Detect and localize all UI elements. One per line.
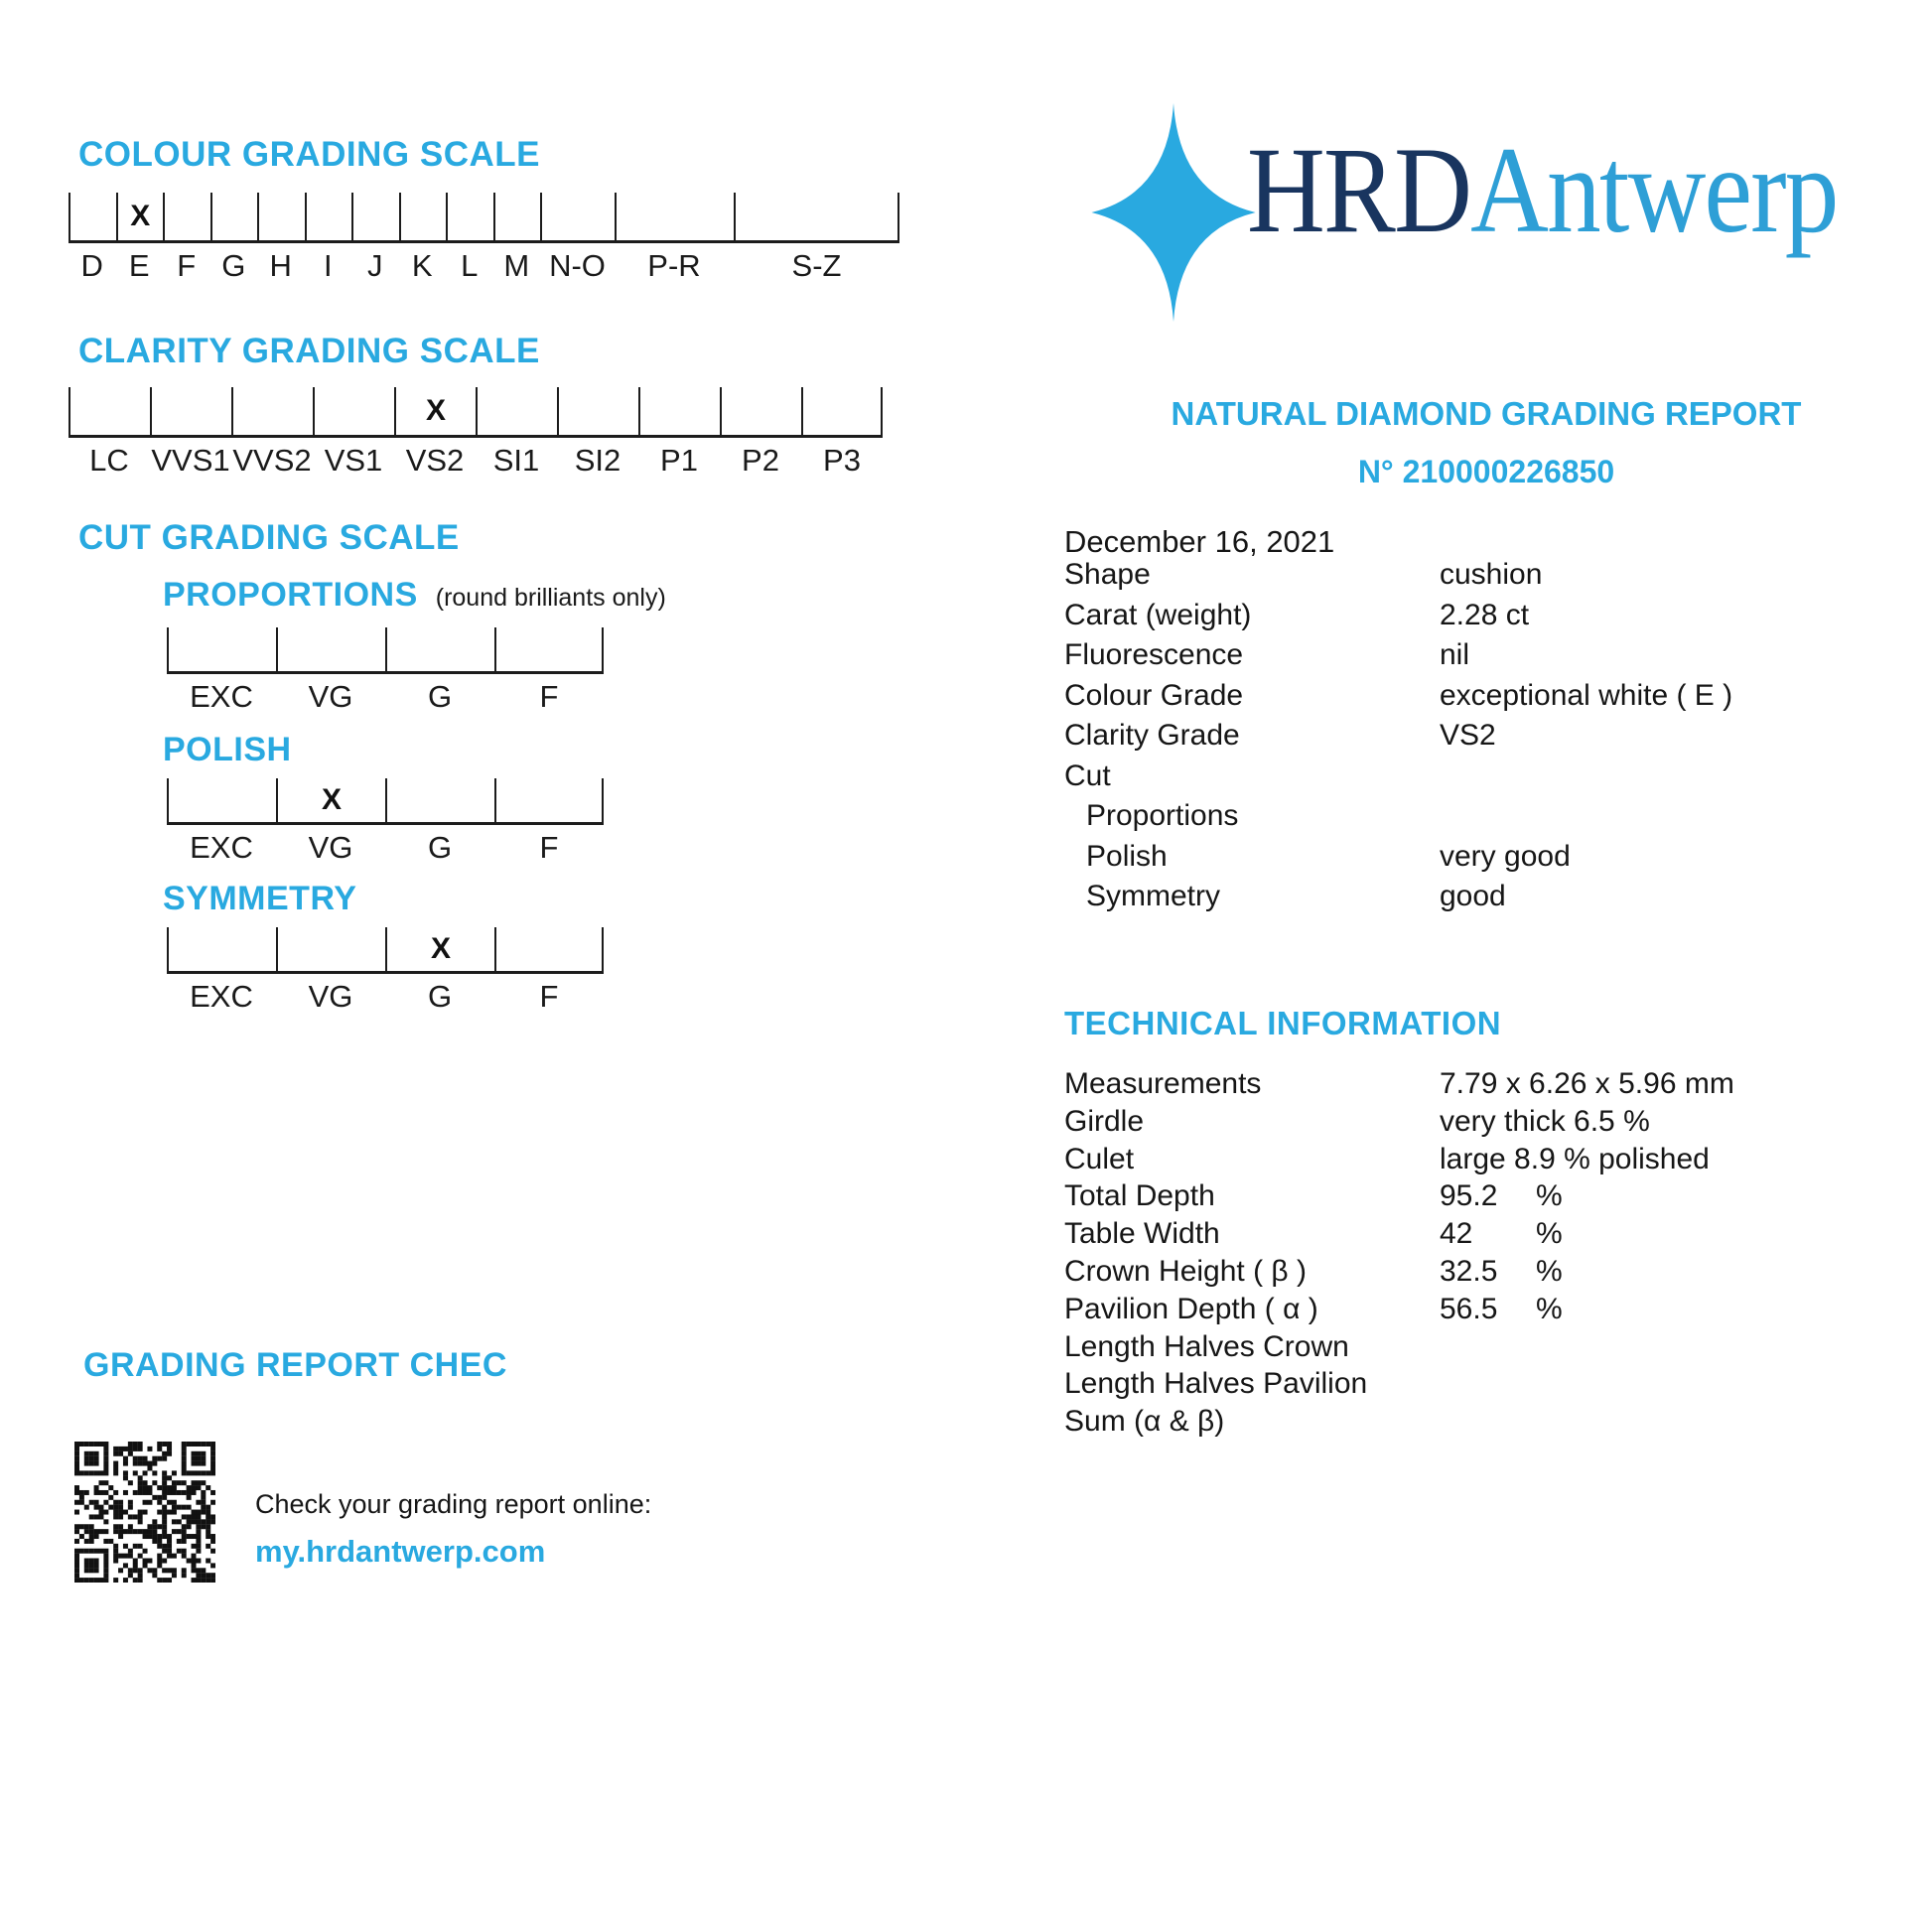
tech-value: 95.2 — [1440, 1179, 1498, 1213]
scale-cell-VG — [276, 778, 385, 822]
field-value: 2.28 ct — [1440, 598, 1530, 631]
scale-label-P1: P1 — [660, 443, 698, 478]
tech-value: 7.79 x 6.26 x 5.96 mm — [1440, 1067, 1734, 1100]
scale-cell-P2 — [720, 387, 801, 435]
field-row-fluorescence — [1064, 634, 1888, 675]
scale-label-G: G — [427, 679, 453, 714]
scale-label-E: E — [128, 248, 150, 283]
scale-label-M: M — [503, 248, 530, 283]
tech-unit: % — [1536, 1217, 1563, 1251]
proportions-scale-cells — [167, 627, 604, 674]
scale-cell-F — [163, 193, 210, 240]
tech-value: 42 — [1440, 1217, 1473, 1251]
symmetry-scale-labels — [167, 981, 604, 1012]
clarity-scale-cells — [69, 387, 883, 438]
report-title: NATURAL DIAMOND GRADING REPORT — [1171, 395, 1802, 432]
scale-label-N-O: N-O — [549, 248, 606, 283]
field-label: Colour Grade — [1064, 678, 1244, 712]
field-row-colour-grade — [1064, 675, 1888, 716]
scale-label-SI1: SI1 — [492, 443, 540, 478]
tech-value: very thick 6.5 % — [1440, 1104, 1650, 1138]
tech-row-culet — [1064, 1140, 1888, 1177]
scale-cell-G — [385, 778, 494, 822]
check-online-text: Check your grading report online: — [255, 1489, 652, 1519]
field-label: Symmetry — [1086, 880, 1220, 912]
scale-cell-G — [385, 627, 494, 671]
proportions-heading-row — [163, 578, 666, 613]
scale-label-VG: VG — [308, 830, 353, 865]
report-date: December 16, 2021 — [1064, 524, 1335, 559]
technical-info-title: TECHNICAL INFORMATION — [1064, 1005, 1502, 1041]
scale-label-G: G — [427, 979, 453, 1014]
tech-row-measurements — [1064, 1064, 1888, 1102]
scale-cell-VG — [276, 927, 385, 971]
grade-mark-VG: X — [321, 783, 342, 816]
field-label: Carat (weight) — [1064, 598, 1252, 631]
tech-unit: % — [1536, 1292, 1563, 1325]
scale-cell-VS2 — [394, 387, 476, 435]
field-row-proportions — [1064, 795, 1888, 836]
tech-row-pavilion-depth- — [1064, 1290, 1888, 1327]
tech-label: Pavilion Depth ( α ) — [1064, 1292, 1318, 1325]
tech-unit: % — [1536, 1254, 1563, 1288]
scale-label-P-R: P-R — [647, 248, 701, 283]
report-number: N° 210000226850 — [1357, 454, 1615, 489]
scale-cell-F — [494, 778, 604, 822]
polish-scale — [167, 778, 604, 863]
scale-cell-G — [385, 927, 494, 971]
tech-row-girdle — [1064, 1102, 1888, 1140]
scale-label-F: F — [177, 248, 197, 283]
field-value: VS2 — [1440, 719, 1496, 752]
field-row-cut — [1064, 756, 1888, 796]
scale-label-I: I — [323, 248, 333, 283]
colour-scale-labels — [69, 250, 899, 281]
logo-hrd-text: HRD — [1247, 122, 1471, 258]
proportions-scale-labels — [167, 681, 604, 712]
scale-label-P2: P2 — [742, 443, 779, 478]
scale-cell-S-Z — [734, 193, 899, 240]
tech-label: Table Width — [1064, 1217, 1220, 1251]
diamond-fields — [1064, 554, 1888, 916]
tech-row-table-width — [1064, 1214, 1888, 1252]
qr-code-icon — [74, 1442, 215, 1583]
polish-scale-cells — [167, 778, 604, 825]
scale-label-EXC: EXC — [190, 679, 253, 714]
tech-row-length-halves-crown — [1064, 1327, 1888, 1365]
field-label: Proportions — [1086, 799, 1239, 832]
scale-label-H: H — [269, 248, 292, 283]
tech-value: 56.5 — [1440, 1292, 1498, 1325]
scale-cell-K — [399, 193, 447, 240]
grade-mark-E: X — [130, 200, 151, 232]
field-value: cushion — [1440, 558, 1543, 591]
scale-cell-VS1 — [313, 387, 394, 435]
scale-cell-M — [493, 193, 541, 240]
scale-label-S-Z: S-Z — [791, 248, 842, 283]
tech-row-sum- — [1064, 1402, 1888, 1440]
clarity-scale-labels — [69, 445, 883, 476]
scale-label-VG: VG — [308, 979, 353, 1014]
tech-label: Length Halves Pavilion — [1064, 1367, 1368, 1401]
field-value: nil — [1440, 638, 1470, 671]
scale-cell-L — [446, 193, 493, 240]
scale-label-VS1: VS1 — [324, 443, 383, 478]
field-row-shape — [1064, 554, 1888, 595]
clarity-grading-scale — [69, 387, 883, 476]
tech-label: Total Depth — [1064, 1179, 1215, 1213]
grade-mark-VS2: X — [425, 394, 446, 427]
scale-cell-EXC — [167, 627, 276, 671]
field-row-symmetry — [1064, 876, 1888, 916]
field-label: Fluorescence — [1064, 638, 1244, 671]
field-value: exceptional white ( E ) — [1440, 678, 1733, 712]
tech-label: Measurements — [1064, 1067, 1262, 1100]
scale-cell-VVS1 — [150, 387, 231, 435]
field-row-carat-weight- — [1064, 595, 1888, 635]
colour-grading-scale — [69, 193, 899, 281]
proportions-title: PROPORTIONS — [163, 576, 418, 614]
polish-title: POLISH — [163, 731, 292, 768]
tech-row-crown-height- — [1064, 1252, 1888, 1290]
scale-cell-G — [210, 193, 258, 240]
symmetry-title: SYMMETRY — [163, 880, 357, 917]
scale-label-D: D — [80, 248, 103, 283]
scale-cell-P-R — [615, 193, 734, 240]
scale-label-SI2: SI2 — [574, 443, 621, 478]
scale-cell-D — [69, 193, 116, 240]
scale-cell-I — [305, 193, 352, 240]
hrd-antwerp-logo — [1247, 122, 1838, 258]
field-value: very good — [1440, 839, 1571, 873]
report-number-wrap — [1072, 456, 1900, 487]
scale-label-EXC: EXC — [190, 979, 253, 1014]
scale-cell-VVS2 — [231, 387, 313, 435]
scale-cell-F — [494, 627, 604, 671]
tech-label: Length Halves Crown — [1064, 1329, 1349, 1363]
cut-scale-title: CUT GRADING SCALE — [78, 518, 460, 557]
tech-unit: % — [1536, 1179, 1563, 1213]
tech-label: Sum (α & β) — [1064, 1405, 1225, 1439]
proportions-scale — [167, 627, 604, 712]
scale-label-L: L — [461, 248, 479, 283]
scale-cell-SI1 — [476, 387, 557, 435]
tech-value: large 8.9 % polished — [1440, 1142, 1710, 1175]
scale-label-P3: P3 — [823, 443, 861, 478]
scale-cell-P1 — [638, 387, 720, 435]
field-value: good — [1440, 880, 1506, 912]
field-label: Clarity Grade — [1064, 719, 1240, 752]
logo-antwerp-text: Antwerp — [1470, 122, 1838, 258]
tech-label: Girdle — [1064, 1104, 1145, 1138]
sparkle-star-icon — [1088, 79, 1259, 345]
scale-label-G: G — [427, 830, 453, 865]
scale-cell-SI2 — [557, 387, 638, 435]
tech-label: Culet — [1064, 1142, 1135, 1175]
polish-scale-labels — [167, 832, 604, 863]
scale-cell-J — [351, 193, 399, 240]
scale-cell-EXC — [167, 927, 276, 971]
symmetry-scale — [167, 927, 604, 1012]
field-row-polish — [1064, 836, 1888, 877]
scale-cell-EXC — [167, 778, 276, 822]
scale-cell-VG — [276, 627, 385, 671]
tech-row-total-depth — [1064, 1176, 1888, 1214]
field-label: Polish — [1086, 839, 1168, 873]
colour-scale-cells — [69, 193, 899, 243]
tech-value: 32.5 — [1440, 1254, 1498, 1288]
clarity-scale-title: CLARITY GRADING SCALE — [78, 332, 540, 370]
symmetry-scale-cells — [167, 927, 604, 974]
tech-label: Crown Height ( β ) — [1064, 1254, 1307, 1288]
tech-row-length-halves-pavilion — [1064, 1364, 1888, 1402]
scale-label-VVS2: VVS2 — [232, 443, 312, 478]
scale-label-J: J — [367, 248, 383, 283]
scale-label-F: F — [539, 979, 559, 1014]
scale-label-VVS1: VVS1 — [151, 443, 230, 478]
scale-cell-E — [116, 193, 164, 240]
field-row-clarity-grade — [1064, 715, 1888, 756]
scale-label-VG: VG — [308, 679, 353, 714]
proportions-note: (round brilliants only) — [435, 584, 666, 612]
grading-report-link[interactable]: my.hrdantwerp.com — [255, 1534, 546, 1569]
grade-mark-G: X — [430, 932, 451, 965]
scale-cell-H — [257, 193, 305, 240]
scale-cell-P3 — [801, 387, 883, 435]
scale-label-K: K — [411, 248, 433, 283]
scale-label-EXC: EXC — [190, 830, 253, 865]
field-label: Shape — [1064, 558, 1151, 591]
scale-cell-F — [494, 927, 604, 971]
field-label: Cut — [1064, 759, 1111, 792]
scale-label-LC: LC — [89, 443, 129, 478]
grading-check-title: GRADING REPORT CHEC — [83, 1346, 507, 1384]
colour-scale-title: COLOUR GRADING SCALE — [78, 135, 540, 174]
scale-label-F: F — [539, 679, 559, 714]
scale-label-F: F — [539, 830, 559, 865]
technical-rows — [1064, 1064, 1888, 1440]
scale-label-G: G — [221, 248, 246, 283]
scale-label-VS2: VS2 — [405, 443, 465, 478]
scale-cell-LC — [69, 387, 150, 435]
scale-cell-N-O — [540, 193, 615, 240]
report-title-wrap — [1072, 397, 1900, 430]
